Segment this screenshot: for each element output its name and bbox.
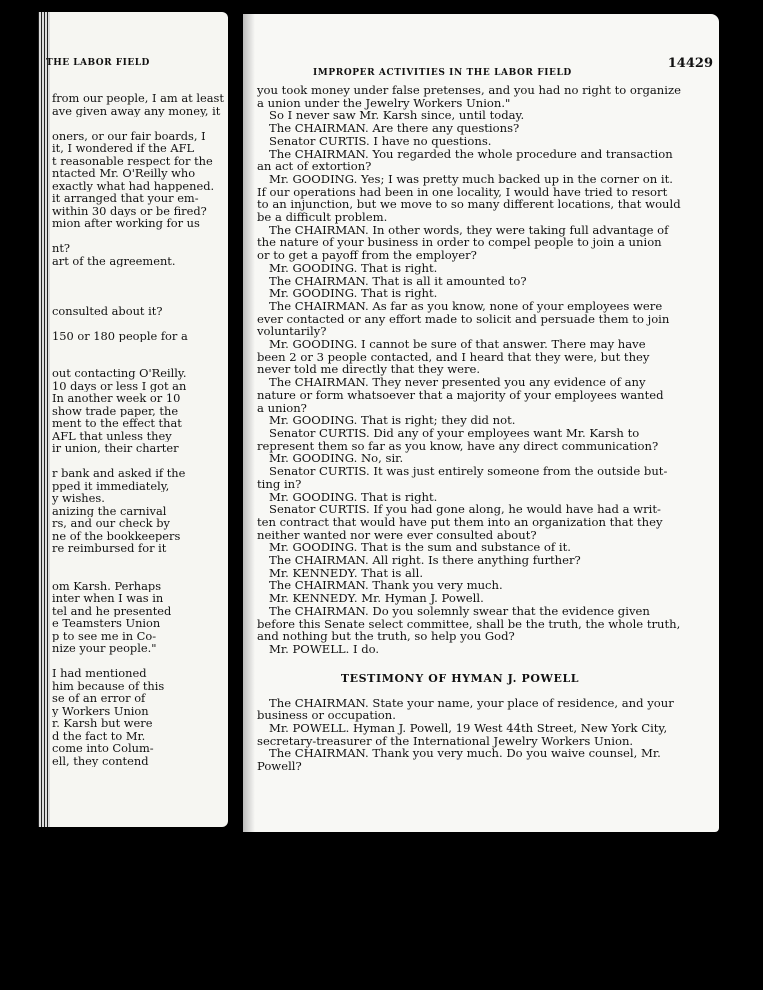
left-text-line: within 30 days or be fired? [52,204,207,217]
text-line: represent them so far as you know, have any direct communication? [257,438,659,453]
text-line: The CHAIRMAN. State your name, your place of residence, and your [269,695,674,710]
left-text-line: re reimbursed for it [52,542,167,555]
text-line: Mr. GOODING. Yes; I was pretty much backed up in the corner on it. [269,171,673,186]
left-text-line [52,567,226,580]
left-text-line [52,292,226,305]
left-text-line [52,317,226,330]
left-text-line: exactly what had happened. [52,179,215,192]
left-text-line: I had mentioned [52,667,147,680]
left-text-line: ment to the effect that [52,417,182,430]
text-line: The CHAIRMAN. Thank you very much. [269,578,503,593]
running-head: IMPROPER ACTIVITIES IN THE LABOR FIELD [313,68,572,78]
text-line: Mr. GOODING. That is the sum and substance of it. [269,540,571,555]
text-line: The CHAIRMAN. That is all it amounted to? [269,273,527,288]
text-line: secretary-treasurer of the International Jewelry Workers Union. [257,733,634,748]
left-text-line: e Teamsters Union [52,617,161,630]
text-line: a union? [257,400,307,415]
left-text-line: tel and he presented [52,604,172,617]
left-text-line: come into Colum- [52,742,154,755]
text-line: Mr. POWELL. Hyman J. Powell, 19 West 44th Street, New York City, [269,721,668,736]
left-text-line: ell, they contend [52,754,149,767]
text-line: Mr. KENNEDY. That is all. [269,565,424,580]
page-number: 14429 [667,56,713,71]
text-line: Mr. GOODING. That is right; they did not. [269,413,516,428]
text-line: The CHAIRMAN. They never presented you any evidence of any [269,375,646,390]
left-text-line: ne of the bookkeepers [52,529,181,542]
left-text-line: ir union, their charter [52,442,179,455]
left-text-line: p to see me in Co- [52,629,157,642]
text-line: or to get a payoff from the employer? [257,248,477,263]
left-text-line: AFL that unless they [52,429,172,442]
body-text [257,83,681,774]
left-text-line [52,555,226,568]
text-line: an act of extortion? [257,159,372,174]
left-running-head: THE LABOR FIELD [46,58,150,68]
left-text-line [52,355,226,368]
text-line: The CHAIRMAN. Are there any questions? [269,121,520,136]
left-text-line: mion after working for us [52,217,200,230]
text-line: The CHAIRMAN. All right. Is there anything further? [269,553,581,568]
left-text-line [52,655,226,668]
text-line: ting in? [257,476,302,491]
left-text-line: pped it immediately, [52,479,170,492]
text-line: business or occupation. [257,708,396,723]
left-text-line: r bank and asked if the [52,467,186,480]
text-line: Mr. GOODING. That is right. [269,489,438,504]
left-text-line: consulted about it? [52,304,163,317]
left-text-line: ave given away any money, it [52,104,221,117]
left-text-line: art of the agreement. [52,254,176,267]
left-facing-page [38,12,228,827]
testimony-gooding [257,83,681,656]
text-line: never told me directly that they were. [257,362,481,377]
text-line: ever contacted or any effort made to solicit and persuade them to join [257,311,670,326]
text-line: If our operations had been in one locality, I would have tried to resort [257,184,668,199]
left-text-line: 150 or 180 people for a [52,329,188,342]
left-text-line [52,280,226,293]
text-line: Powell? [257,759,302,774]
left-text-line: oners, or our fair boards, I [52,129,206,142]
text-line: you took money under false pretenses, and you had no right to organize [257,83,681,97]
left-text-line: from our people, I am at least [52,92,224,105]
text-line: The CHAIRMAN. Thank you very much. Do you waive counsel, Mr. [269,746,661,761]
left-text-line: show trade paper, the [52,404,179,417]
text-line: The CHAIRMAN. As far as you know, none of your employees were [269,298,663,313]
section-title: TESTIMONY OF HYMAN J. POWELL [340,671,580,685]
text-line: The CHAIRMAN. Do you solemnly swear that the evidence given [269,603,650,618]
left-text-line: se of an error of [52,692,146,705]
left-text-line: r. Karsh but were [52,717,153,730]
left-text-line [52,117,226,130]
text-line: Senator CURTIS. I have no questions. [269,133,492,148]
left-text-line: rs, and our check by [52,517,170,530]
text-line: The CHAIRMAN. In other words, they were taking full advantage of [269,222,669,237]
page-binding-edge [38,12,50,827]
text-line: Mr. GOODING. I cannot be sure of that answer. There may have [269,337,646,352]
text-line: Senator CURTIS. If you had gone along, he would have had a writ- [269,502,661,517]
text-line: been 2 or 3 people contacted, and I heard that they were, but they [257,349,650,364]
left-text-line: anizing the carnival [52,504,167,517]
left-text-line: ntacted Mr. O'Reilly who [52,167,196,180]
text-line: a union under the Jewelry Workers Union." [257,95,511,110]
left-text-line: om Karsh. Perhaps [52,579,162,592]
left-text-line: it, I wondered if the AFL [52,142,195,155]
left-text-line: t reasonable respect for the [52,154,213,167]
page-header [313,56,713,79]
left-text-line: nize your people." [52,642,157,655]
text-line: before this Senate select committee, shall be the truth, the whole truth, [257,616,681,631]
left-text-line: y wishes. [52,492,105,505]
text-line: So I never saw Mr. Karsh since, until today. [269,108,525,123]
text-line: the nature of your business in order to compel people to join a union [257,235,662,250]
left-text-line: inter when I was in [52,592,164,605]
left-text-line: 10 days or less I got an [52,379,187,392]
left-page-text [52,92,226,767]
text-line: Mr. POWELL. I do. [269,641,380,656]
text-line: nature or form whatsoever that a majority of your employees wanted [257,387,664,402]
left-text-line: y Workers Union [52,704,149,717]
left-text-line: nt? [52,242,71,255]
left-text-line [52,267,226,280]
text-line: Mr. KENNEDY. Mr. Hyman J. Powell. [269,591,484,606]
testimony-powell [257,695,674,774]
left-text-line [52,230,226,243]
left-text-line [52,455,226,468]
left-text-line: it arranged that your em- [52,192,199,205]
text-line: Mr. GOODING. That is right. [269,286,438,301]
text-line: Mr. GOODING. That is right. [269,260,438,275]
left-text-line: out contacting O'Reilly. [52,367,187,380]
right-page [243,14,719,832]
text-line: be a difficult problem. [257,210,388,225]
text-line: Senator CURTIS. It was just entirely someone from the outside but- [269,464,668,479]
left-text-line [52,342,226,355]
page-gutter-shadow [243,14,255,832]
text-line: ten contract that would have put them into an organization that they [257,514,663,529]
left-text-line: In another week or 10 [52,392,181,405]
text-line: neither wanted nor were ever consulted about? [257,527,537,542]
text-line: Senator CURTIS. Did any of your employees want Mr. Karsh to [269,425,640,440]
left-text-line: d the fact to Mr. [52,729,146,742]
left-text-line: him because of this [52,679,165,692]
text-line: and nothing but the truth, so help you God? [257,629,515,644]
text-line: to an injunction, but we move to so many different locations, that would [257,197,681,212]
text-line: The CHAIRMAN. You regarded the whole procedure and transaction [269,146,673,161]
text-line: voluntarily? [257,324,327,339]
text-line: Mr. GOODING. No, sir. [269,451,404,466]
